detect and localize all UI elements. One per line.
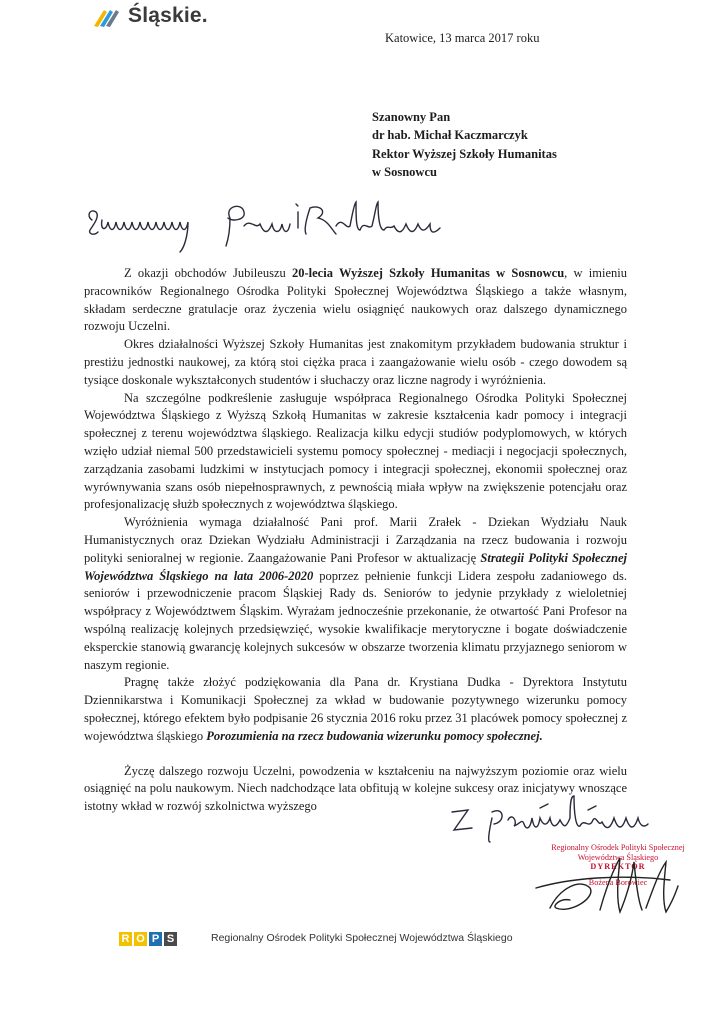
handwritten-salutation [84,190,464,265]
addressee-line: dr hab. Michał Kaczmarczyk [372,128,528,143]
footer-org-name: Regionalny Ośrodek Polityki Społecznej Województwa Śląskiego [211,932,513,944]
body-bold-italic-text: Porozumienia na rzecz budowania wizerunku pomocy społecznej. [206,728,543,743]
body-paragraph: Okres działalności Wyższej Szkoły Humanitas jest znakomitym przykładem budowania struktur i prestiżu jednostki naukowej, za którą stoi ciężka praca i zaangażowanie wielu osób - czego dowodem są tysiące doskonale wykształconych studentów i słuchaczy oraz liczne nagrody i wyróżnienia. [84,337,627,387]
body-bold-text: 20-lecia Wyższej Szkoły Humanitas w Sosnowcu [291,266,565,280]
stamp-line: Województwa Śląskiego [577,852,659,862]
director-signature [530,848,680,933]
rops-letter: R [119,932,132,946]
body-paragraph [84,674,627,745]
stamp-line: Bożena Borowiec [588,877,648,887]
slaskie-wing-icon [92,4,124,30]
addressee-line: Szanowny Pan [372,110,451,124]
addressee-line: w Sosnowcu [372,165,437,180]
letter-date: Katowice, 13 marca 2017 roku [385,31,540,45]
body-paragraph: Życzę dalszego rozwoju Uczelni, powodzenia w kształceniu na najwyższym poziomie oraz wielu osiągnięć na polu naukowym. Niech nadchodzące lata obfitują w kolejne sukcesy oraz inicjatywy wnoszące istotny wkład w rozwój szkolnictwa wyższego [84,763,627,814]
body-paragraph [84,265,627,336]
handwritten-closing [448,788,668,848]
body-text: Pragnę także złożyć podziękowania dla Pana dr. Krystiana Dudka - Dyrektora Instytutu Dziennikarstwa i Komunikacji Społecznej za wkład w budowanie pozytywnego wizerunku pomocy społecznej, którego efektem było podpisanie 26 stycznia 2016 roku przez 31 placówek pomocy społecznej z województwa śląskiego [84,675,627,743]
body-text: poprzez pełnienie funkcji Lidera zespołu zadaniowego ds. seniorów i przewodniczenie pracom Śląskiej Rady ds. Seniorów to jedynie przykłady z wieloletniej współpracy z Województwem Śląskim. Wyrażam jednocześnie przekonanie, że otwartość Pani Profesor na wspólną realizację kolejnych przedsięwzięć, wysokie kwalifikacje merytoryczne i bogate doświadczenie eksperckie stanowią gwarancję kolejnych sukcesów w obszarze tworzenia klimatu przyjaznego seniorom w naszym regionie. [84,568,628,672]
body-text: Z okazji obchodów Jubileuszu [124,266,292,280]
logo-text: Śląskie. [128,4,208,27]
rops-letter: O [134,932,147,946]
rops-logo [119,932,179,948]
stamp-line: Regionalny Ośrodek Polityki Społecznej [551,843,685,852]
slaskie-logo [92,4,222,32]
rops-letter: P [149,932,162,946]
addressee-block [372,108,557,182]
body-paragraph: Na szczególne podkreślenie zasługuje współpraca Regionalnego Ośrodka Polityki Społecznej Województwa Śląskiego z Wyższą Szkołą Humanitas w zakresie kształcenia kadr pomocy i integracji społecznej z terenu województwa śląskiego. Realizacja kilku edycji studiów podyplomowych, w których wzięło udział niemal 500 przedstawicieli systemu pomocy społecznej - mediacji i negocjacji społecznych, zarządzania zasobami ludzkimi w instytucjach pomocy i integracji społecznej, ekonomii społecznej oraz wyrównywania szans osób niepełnosprawnych, z pewnością miała wpływ na zwiększenie potencjału oraz profesjonalizację służb społecznych z województwa śląskiego. [84,390,627,512]
body-bold-italic-text: Strategii Polityki Społecznej Województwa Śląskiego na lata 2006-2020 [84,550,627,583]
body-text: , w imieniu pracowników Regionalnego Ośrodka Polityki Społecznej Województwa Śląskiego a także własnym, składam serdeczne gratulacje oraz życzenia wielu osiągnięć naukowych oraz dalszego dynamicznego rozwoju Uczelni. [84,266,627,334]
stamp-title: DYREKTOR [590,862,646,872]
body-paragraph [84,514,627,674]
addressee-line: Rektor Wyższej Szkoły Humanitas [372,146,557,161]
rops-letter: S [164,932,177,946]
body-text: Wyróżnienia wymaga działalność Pani prof. Marii Zrałek - Dziekan Wydziału Nauk Humanistycznych oraz Dziekan Wydziału Administracji i Zarządzania na rzecz budowania i rozwoju polityki senioralnej w regionie. Zaangażowanie Pani Profesor w aktualizację [84,515,627,565]
letter-body [84,265,627,816]
